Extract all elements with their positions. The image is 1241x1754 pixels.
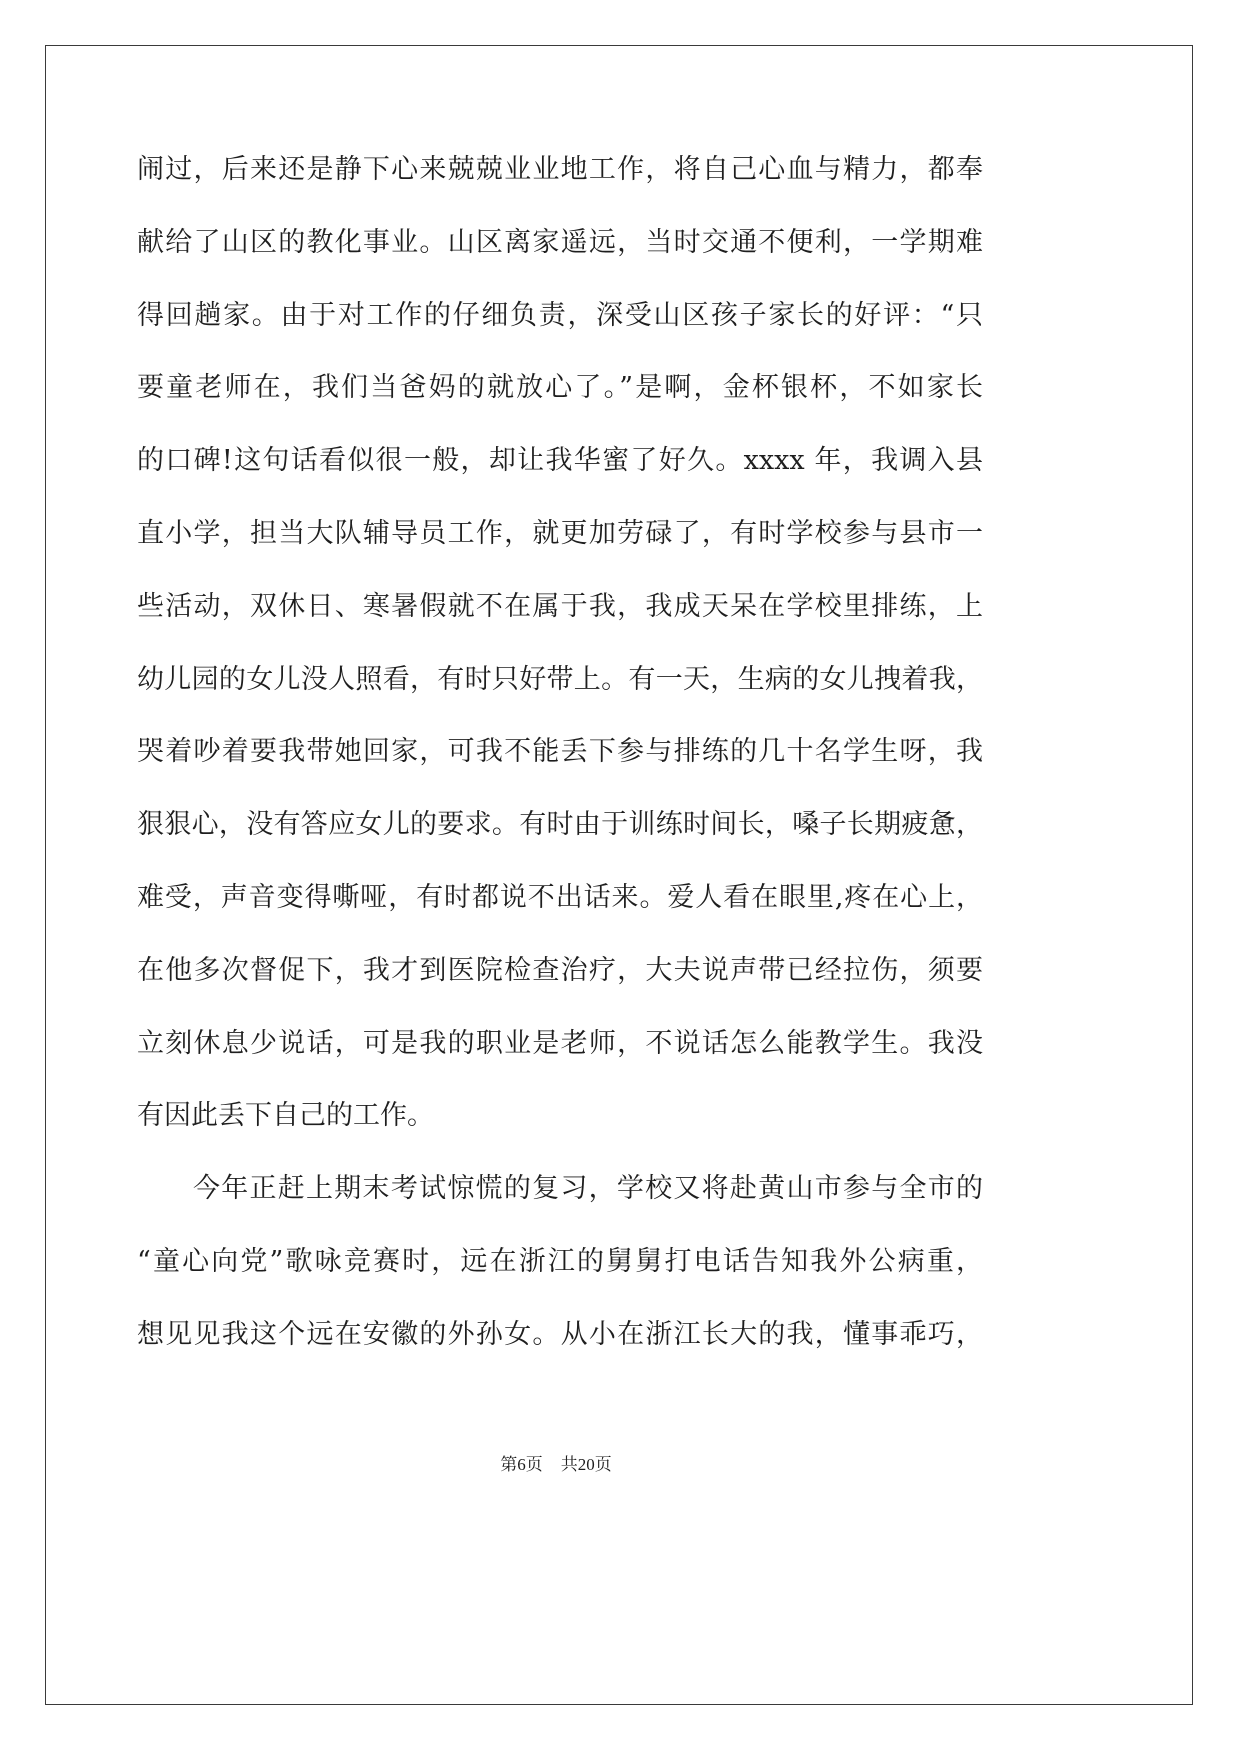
text-line: 得回趟家。由于对工作的仔细负责，深受山区孩子家长的好评：“只	[137, 299, 983, 331]
document-body	[137, 134, 983, 1372]
text-line: 直小学，担当大队辅导员工作，就更加劳碌了，有时学校参与县市一	[137, 517, 983, 549]
text-line: 献给了山区的教化事业。山区离家遥远，当时交通不便利，一学期难	[137, 226, 983, 258]
paragraph	[137, 1153, 983, 1371]
text-line-indented: 今年正赶上期末考试惊慌的复习，学校又将赴黄山市参与全市的	[193, 1173, 983, 1205]
text-line: 要童老师在，我们当爸妈的就放心了。”是啊，金杯银杯，不如家长	[137, 372, 983, 404]
text-line: 闹过，后来还是静下心来兢兢业业地工作，将自己心血与精力，都奉	[137, 154, 983, 185]
paragraph-continued	[137, 134, 983, 1153]
text-line: 些活动，双休日、寒暑假就不在属于我，我成天呆在学校里排练，上	[137, 590, 983, 622]
text-line-paragraph-end: 有因此丢下自己的工作。	[137, 1100, 434, 1132]
text-line: 狠狠心，没有答应女儿的要求。有时由于训练时间长，嗓子长期疲惫，	[137, 809, 983, 841]
page-footer	[137, 1452, 975, 1478]
text-line: 幼儿园的女儿没人照看，有时只好带上。有一天，生病的女儿拽着我，	[137, 663, 983, 695]
page-total: 共20页	[560, 1455, 612, 1474]
text-line: 难受，声音变得嘶哑，有时都说不出话来。爱人看在眼里,疼在心上，	[137, 881, 983, 913]
text-line: 在他多次督促下，我才到医院检查治疗，大夫说声带已经拉伤，须要	[137, 954, 983, 986]
text-line: “童心向党”歌咏竞赛时，远在浙江的舅舅打电话告知我外公病重，	[137, 1245, 983, 1277]
text-line: 立刻休息少说话，可是我的职业是老师，不说话怎么能教学生。我没	[137, 1027, 983, 1059]
text-line: 哭着吵着要我带她回家，可我不能丢下参与排练的几十名学生呀，我	[137, 736, 983, 768]
page-number: 第6页	[500, 1455, 543, 1474]
text-line: 的口碑!这句话看似很一般，却让我华蜜了好久。xxxx 年，我调入县	[137, 445, 983, 477]
text-line: 想见见我这个远在安徽的外孙女。从小在浙江长大的我，懂事乖巧，	[137, 1318, 983, 1350]
